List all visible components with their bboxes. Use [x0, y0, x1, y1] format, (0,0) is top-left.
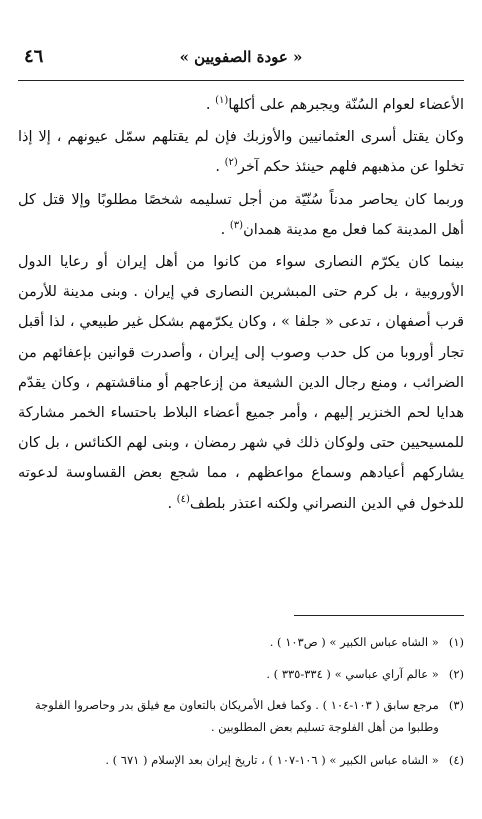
paragraph-3: وربما كان يحاصر مدناً سُنّيّة من أجل تسليمه شخصًا مطلوبًا وإلا قتل كل أهل المدينة كما فعل مع مدينة همدان$^{(٣)}$ . — [18, 191, 464, 238]
footnote-ref-2: (٢) — [224, 157, 238, 169]
footnote-ref-4: (٤) — [176, 493, 190, 505]
footnotes — [18, 630, 464, 780]
footnote-number: (٢) — [448, 667, 464, 681]
body-text — [18, 90, 464, 519]
page-number: ٤٦ — [24, 46, 44, 67]
footnote-text: « الشاه عباس الكبير » ( ص١٠٣ ) . — [269, 635, 439, 649]
page-header — [18, 44, 464, 74]
footnote-text: مرجع سابق ( ١٠٣-١٠٤ ) . وكما فعل الأمريكان بالتعاون مع فيلق بدر وحاصروا الفلوجة وطلبوا من أهل الفلوجة تسليم بعض المطلوبين . — [34, 698, 439, 734]
header-rule — [18, 80, 464, 81]
footnote-number: (٤) — [448, 753, 464, 767]
footnote-ref-1: (١) — [215, 95, 229, 107]
footnote-divider — [294, 615, 464, 616]
paragraph-1: الأعضاء لعوام السُنّة ويجبرهم على أكلها$^{(١)}$ . — [205, 95, 464, 113]
footnote-ref-3: (٣) — [229, 219, 244, 231]
footnote-text: « الشاه عباس الكبير » ( ١٠٦-١٠٧ ) ، تاريخ إيران بعد الإسلام ( ٦٧١ ) . — [105, 753, 439, 767]
footnote-1 — [18, 630, 464, 654]
footnote-number: (٣) — [448, 698, 464, 712]
running-title: « عودة الصفويين » — [179, 48, 303, 66]
footnote-3 — [18, 694, 464, 738]
footnote-number: (١) — [448, 635, 464, 649]
paragraph-2: وكان يقتل أسرى العثمانيين والأوزبك فإن لم يقتلهم سمّل عيونهم ، إلا إذا تخلوا عن مذهبهم فلهم حينئذ حكم آخر$^{(٢)}$ . — [18, 129, 464, 176]
paragraph-4: بينما كان يكرّم النصارى سواء من كانوا من أهل إيران أو رعايا الدول الأوروبية ، بل كرم حتى المبشرين النصارى في إيران . وبنى مدينة للأرمن قرب أصفهان ، تدعى « جلفا » ، وكان يكرّمهم بشكل غير طبيعي ، لذا أقبل تجار أوروبا من كل حدب وصوب إلى إيران ، وأصدرت قوانين بإعفائهم من الضرائب ، ومنع رجال الدين الشيعة من إزعاجهم أو مناقشتهم ، وكان يقدّم هدايا لحم الخنزير إليهم ، وأمر جميع أعضاء البلاط باحتساء الخمر مشاركة للمسيحيين حتى ولوكان ذلك في شهر رمضان ، وبنى لهم الكنائس ، بل كان يشاركهم أعيادهم وسماع مواعظهم ، مما شجع بعض القساوسة لدعوته للدخول في الدين النصراني ولكنه اعتذر بلطف$^{(٤)}$ . — [18, 254, 464, 512]
footnote-text: « عالم آراي عباسي » ( ٣٣٤-٣٣٥ ) . — [266, 667, 439, 681]
footnote-4 — [18, 748, 464, 772]
footnote-2 — [18, 662, 464, 686]
